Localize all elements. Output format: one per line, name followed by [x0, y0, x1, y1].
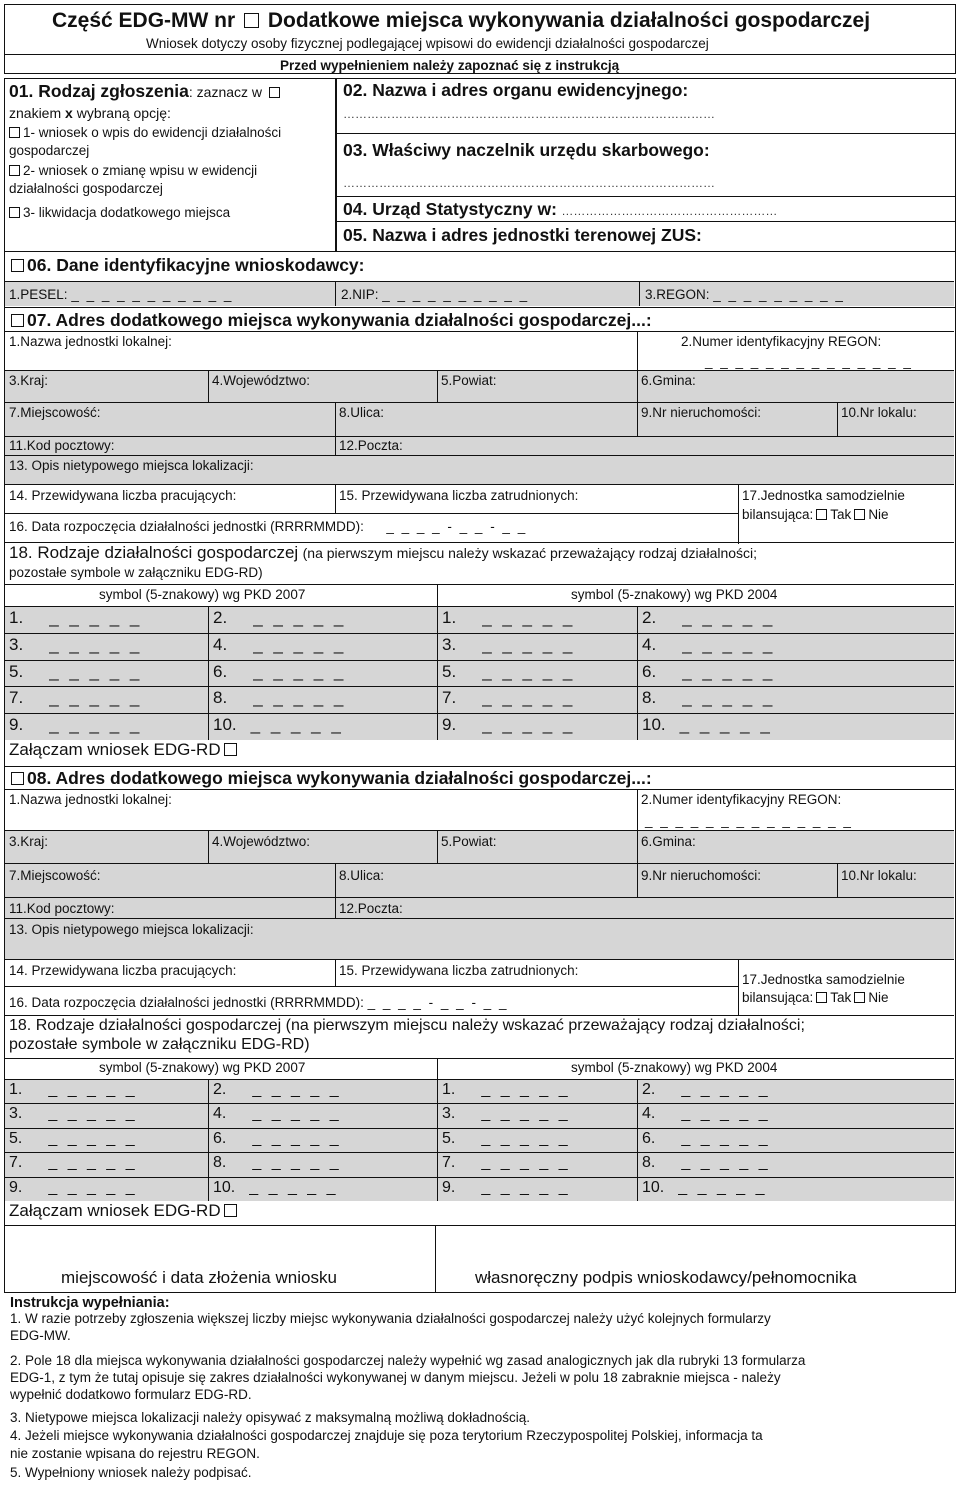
pkd-code-field[interactable] — [208, 1079, 437, 1103]
pkd-number: 2. — [642, 608, 657, 627]
pkd-number: 1. — [442, 1081, 456, 1098]
unit-regon-field[interactable]: _ _ _ _ _ _ _ _ _ _ _ _ _ _ — [705, 354, 913, 369]
pkd-blank: _ _ _ _ _ — [48, 1178, 138, 1196]
pkd-blank: _ _ _ _ _ — [482, 608, 576, 627]
pkd-number: 5. — [442, 661, 457, 681]
pkd-blank: _ _ _ _ _ — [681, 1105, 771, 1123]
pkd-blank: _ _ _ _ _ — [681, 1154, 771, 1172]
pkd-number: 3. — [442, 634, 457, 654]
pkd-code-field[interactable] — [208, 1128, 437, 1152]
pkd-grid-08 — [5, 1079, 954, 1201]
pkd-blank: _ _ _ _ _ — [252, 1129, 342, 1147]
pkd-number: 6. — [213, 661, 228, 681]
pkd-blank: _ _ _ _ _ — [481, 1105, 571, 1123]
pkd-blank: _ _ _ _ _ — [49, 608, 143, 627]
pkd-number: 8. — [642, 1154, 656, 1172]
section-checkbox[interactable] — [244, 13, 259, 28]
pkd-code-field[interactable] — [437, 1128, 637, 1152]
pkd-blank: _ _ _ _ _ — [482, 688, 576, 708]
local-unit-name-label: 1.Nazwa jednostki lokalnej: — [9, 334, 172, 349]
pkd-blank: _ _ _ _ _ — [250, 715, 344, 735]
pkd-code-field[interactable] — [637, 633, 954, 660]
pkd-code-field[interactable] — [208, 606, 437, 633]
option-2-checkbox[interactable] — [9, 165, 20, 176]
pkd-blank: _ _ _ _ _ — [678, 1178, 768, 1196]
pkd-blank: _ _ _ _ _ — [682, 661, 776, 681]
hint-checkbox-icon — [269, 87, 280, 98]
pkd-number: 4. — [642, 634, 657, 654]
pkd-blank: _ _ _ _ _ — [681, 1129, 771, 1147]
pkd-blank: _ _ _ _ _ — [49, 688, 143, 708]
tak-checkbox[interactable] — [816, 509, 827, 520]
pkd-code-field[interactable] — [5, 633, 208, 660]
form-subtitle: Wniosek dotyczy osoby fizycznej podlegającej wpisowi do ewidencji działalności gospodarczej — [146, 36, 709, 51]
pkd-code-field[interactable] — [437, 1177, 637, 1201]
pkd-blank: _ _ _ _ _ — [48, 1129, 138, 1147]
pkd-blank: _ _ _ _ _ — [481, 1081, 571, 1098]
pkd-blank: _ _ _ _ _ — [49, 661, 143, 681]
start-date-field[interactable]: _ _ _ _ - _ _ - _ _ — [386, 519, 528, 534]
form-title: Część EDG-MW nr Dodatkowe miejsca wykonywania działalności gospodarczej — [52, 9, 871, 32]
tak-checkbox-08[interactable] — [816, 992, 827, 1003]
section-04: 04. Urząd Statystyczny w: ……………………………………………… — [336, 196, 956, 222]
pkd-blank: _ _ _ _ _ — [253, 608, 347, 627]
pkd-blank: _ _ _ _ _ — [49, 715, 143, 735]
pkd-number: 9. — [442, 1178, 456, 1196]
pkd-code-field[interactable] — [5, 1128, 208, 1152]
pkd-code-field[interactable] — [208, 660, 437, 687]
pkd-blank: _ _ _ _ _ — [679, 715, 773, 735]
section-05: 05. Nazwa i adres jednostki terenowej ZUS: — [336, 221, 956, 252]
nie-checkbox[interactable] — [854, 509, 865, 520]
pkd-code-field[interactable] — [437, 686, 637, 713]
pkd-number: 7. — [442, 1154, 456, 1172]
pkd-number: 4. — [213, 1105, 227, 1123]
pkd-number: 8. — [213, 688, 228, 708]
pkd-blank: _ _ _ _ _ — [252, 1081, 342, 1098]
pkd-code-field[interactable] — [5, 1152, 208, 1176]
pkd-code-field[interactable] — [437, 1103, 637, 1127]
instructions: Instrukcja wypełniania: 1. W razie potrzeby zgłoszenia większej liczby miejsc wykonywania działalności gospodarczej należy użyć kolejnych formularzy EDG-MW. 2. Pole 18 dla miejsca wykonywania działalności gospodarczej należy wypełnić wg zasad analogicznych jak dla rubryki 13 formularza EDG-1, z tym że tutaj opisuje się zakres działalności wykonywanej w danym miejscu. Jeżeli w polu 18 zabraknie miejsca - należy wypełnić dodatkowo formularz EDG-RD. 3. Nietypowe miejsca lokalizacji należy opisywać z maksymalną możliwą dokładnością. 4. Jeżeli miejsce wykonywania działalności gospodarczej znajduje się poza terytorium Rzeczypospolitej Polskiej, informacja ta nie zostanie wpisana do rejestru REGON. 5. Wypełniony wniosek należy podpisać. — [10, 1295, 806, 1480]
pkd-number: 6. — [642, 1129, 656, 1147]
pkd-blank: _ _ _ _ _ — [48, 1105, 138, 1123]
section-08: 08. Adres dodatkowego miejsca wykonywania działalności gospodarczej...: 1.Nazwa jednostki lokalnej: 2.Numer identyfikacyjny REGON: _ _ _ _ _ _ _ _ _ _ _ _ _ _ 3.Kraj: 4.Województwo: 5.Powiat: 6.Gmina: 7.Miejscowość: 8.Ulica: 9.Nr nieruchomości: 10.Nr lokalu: 11.Kod pocztowy: 12.Poczta: 13. Opis nietypowego miejsca lokalizacji: 14. Przewidywana liczba pracujących: 15. Przewidywana liczba zatrudnionych: 17.Jednostka samodzielnie bilansująca: Tak Nie 16. Data rozpoczęcia działalności jednostki (RRRRMMDD): _ _ _ _ - _ _ - _ _ 18. Rodzaje działalności gospodarczej (na pierwszym miejscu należy wskazać przeważający rodzaj działalności; pozostałe symbole w załączniku EDG-RD) symbol (5-znakowy) wg PKD 2007 symbol (5-znakowy) wg PKD 2004 1. _ _ _ _ _ 2. _ _ _ _ _ 1. _ _ _ _ _ 2. _ _ _ _ _ 3. _ _ _ _ _ 4. _ _ _ _ _ 3. _ _ _ _ _ 4. _ _ _ _ _ 5. _ _ _ _ _ 6. _ _ _ _ _ 5. _ _ _ _ _ 6. _ _ _ _ _ 7. _ _ _ _ _ 8. _ _ _ _ _ 7. _ _ _ _ _ 8. _ _ _ _ _ 9. _ _ _ _ _ 10. _ _ _ _ _ 9. _ _ _ _ _ 10. _ _ _ _ _ Załączam wniosek EDG-RD — [4, 766, 956, 1226]
pkd-blank: _ _ _ _ _ — [482, 634, 576, 654]
stat-office-field[interactable]: ……………………………………………… — [561, 204, 778, 218]
pkd-blank: _ _ _ _ _ — [253, 688, 347, 708]
pkd-code-field[interactable] — [637, 660, 954, 687]
pkd-blank: _ _ _ _ _ — [481, 1154, 571, 1172]
pkd-grid-07 — [5, 606, 954, 740]
pkd-number: 10. — [642, 1178, 665, 1196]
pkd-number: 9. — [442, 715, 457, 735]
pkd-code-field[interactable] — [437, 606, 637, 633]
pkd-code-field[interactable] — [5, 1079, 208, 1103]
pkd-number: 5. — [9, 661, 24, 681]
nip-field[interactable]: _ _ _ _ _ _ _ _ _ _ — [382, 287, 530, 302]
pkd-number: 8. — [213, 1154, 227, 1172]
pkd-number: 2. — [213, 608, 228, 627]
pkd-blank: _ _ _ _ _ — [482, 661, 576, 681]
pkd-code-field[interactable] — [208, 1103, 437, 1127]
tax-office-field[interactable]: ………………………………………………………………………………… — [343, 176, 715, 190]
pkd-code-field[interactable] — [437, 633, 637, 660]
place-date-field[interactable]: miejscowość i data złożenia wniosku — [61, 1268, 337, 1287]
pkd-code-field[interactable] — [5, 686, 208, 713]
pkd-number: 10. — [213, 715, 237, 735]
pkd-code-field[interactable] — [637, 1103, 954, 1127]
pkd-number: 10. — [642, 715, 666, 735]
attach-edg-rd-checkbox-08[interactable] — [224, 1204, 237, 1217]
pkd-number: 3. — [442, 1105, 456, 1123]
pkd-blank: _ _ _ _ _ — [253, 634, 347, 654]
section-08-checkbox[interactable] — [11, 772, 24, 785]
section-02: 02. Nazwa i adres organu ewidencyjnego: ………………………………………………………………………………… — [336, 78, 956, 134]
attach-edg-rd-checkbox[interactable] — [224, 743, 237, 756]
pkd-number: 7. — [9, 688, 24, 708]
pkd-blank: _ _ _ _ _ — [48, 1081, 138, 1098]
pkd-code-field[interactable] — [5, 1177, 208, 1201]
pkd-blank: _ _ _ _ _ — [682, 634, 776, 654]
pkd-code-field[interactable] — [637, 1128, 954, 1152]
pkd-number: 9. — [9, 1178, 23, 1196]
pkd-code-field[interactable] — [637, 606, 954, 633]
pkd-code-field[interactable] — [437, 1152, 637, 1176]
pkd-number: 7. — [442, 688, 457, 708]
pkd-number: 1. — [442, 608, 457, 627]
pkd-code-field[interactable] — [637, 686, 954, 713]
pkd-number: 1. — [9, 1081, 23, 1098]
pkd-number: 9. — [9, 715, 24, 735]
pkd-code-field[interactable] — [5, 713, 208, 740]
option-1-checkbox[interactable] — [9, 127, 20, 138]
pkd-code-field[interactable] — [208, 1152, 437, 1176]
unit-regon-field-08[interactable]: _ _ _ _ _ _ _ _ _ _ _ _ _ _ — [645, 813, 853, 828]
pkd-blank: _ _ _ _ _ — [682, 688, 776, 708]
pkd-code-field[interactable] — [637, 1177, 954, 1201]
pkd-code-field[interactable] — [208, 1177, 437, 1201]
signature-field[interactable]: własnoręczny podpis wnioskodawcy/pełnomocnika — [475, 1268, 857, 1287]
section-06: 06. Dane identyfikacyjne wnioskodawcy: 1.PESEL: _ _ _ _ _ _ _ _ _ _ _ 2.NIP: _ _ _ _ _ _ _ _ _ _ 3.REGON: _ _ _ _ _ _ _ _ _ — [4, 251, 956, 308]
pkd-number: 7. — [9, 1154, 23, 1172]
section-06-checkbox[interactable] — [11, 259, 24, 272]
pkd-blank: _ _ _ _ _ — [682, 608, 776, 627]
start-date-field-08[interactable]: _ _ _ _ - _ _ - _ _ — [367, 995, 509, 1010]
signature-area — [4, 1225, 956, 1293]
pkd-blank: _ _ _ _ _ — [249, 1178, 339, 1196]
pkd-code-field[interactable] — [437, 1079, 637, 1103]
option-3-checkbox[interactable] — [9, 207, 20, 218]
pkd-number: 5. — [442, 1129, 456, 1147]
section-07: 07. Adres dodatkowego miejsca wykonywania działalności gospodarczej...: 1.Nazwa jednostki lokalnej: 2.Numer identyfikacyjny REGON: _ _ _ _ _ _ _ _ _ _ _ _ _ _ 3.Kraj: 4.Województwo: 5.Powiat: 6.Gmina: 7.Miejscowość: 8.Ulica: 9.Nr nieruchomości: 10.Nr lokalu: 11.Kod pocztowy: 12.Poczta: 13. Opis nietypowego miejsca lokalizacji: 14. Przewidywana liczba pracujących: 15. Przewidywana liczba zatrudnionych: 17.Jednostka samodzielnie bilansująca: Tak Nie 16. Data rozpoczęcia działalności jednostki (RRRRMMDD): _ _ _ _ - _ _ - _ _ 18. Rodzaje działalności gospodarczej (na pierwszym miejscu należy wskazać przeważający rodzaj działalności; pozostałe symbole w załączniku EDG-RD) symbol (5-znakowy) wg PKD 2007 symbol (5-znakowy) wg PKD 2004 1. _ _ _ _ _ 2. _ _ _ _ _ 1. _ _ _ _ _ 2. _ _ _ _ _ 3. _ _ _ _ _ 4. _ _ _ _ _ 3. _ _ _ _ _ 4. _ _ _ _ _ 5. _ _ _ _ _ 6. _ _ _ _ _ 5. _ _ _ _ _ 6. _ _ _ _ _ 7. _ _ _ _ _ 8. _ _ _ _ _ 7. _ _ _ _ _ 8. _ _ _ _ _ 9. _ _ _ _ _ 10. _ _ _ _ _ 9. _ _ _ _ _ 10. _ _ _ _ _ Załączam wniosek EDG-RD — [4, 307, 956, 767]
instructions-title: Instrukcja wypełniania: — [10, 1295, 170, 1311]
section-01-title: 01. Rodzaj zgłoszenia — [9, 81, 189, 101]
pkd-blank: _ _ _ _ _ — [252, 1154, 342, 1172]
section-01: 01. Rodzaj zgłoszenia: zaznacz w znakiem x wybraną opcję: 1- wniosek o wpis do ewidencji działalności gospodarczej 2- wniosek o zmianę wpisu w ewidencji działalności gospodarczej 3- likwidacja dodatkowego miejsca — [4, 78, 336, 252]
pkd-blank: _ _ _ _ _ — [481, 1129, 571, 1147]
pesel-field[interactable]: _ _ _ _ _ _ _ _ _ _ _ — [71, 287, 234, 302]
pkd-code-field[interactable] — [208, 686, 437, 713]
pkd-blank: _ _ _ _ _ — [48, 1154, 138, 1172]
organ-field[interactable]: ………………………………………………………………………………… — [343, 107, 715, 121]
pkd-code-field[interactable] — [437, 713, 637, 740]
regon-field[interactable]: _ _ _ _ _ _ _ _ _ — [713, 287, 845, 302]
pkd-blank: _ _ _ _ _ — [252, 1105, 342, 1123]
pkd-number: 3. — [9, 1105, 23, 1123]
pkd-blank: _ _ _ _ _ — [482, 715, 576, 735]
pkd-number: 5. — [9, 1129, 23, 1147]
pkd-number: 6. — [213, 1129, 227, 1147]
pkd-number: 3. — [9, 634, 24, 654]
pkd-number: 8. — [642, 688, 657, 708]
pkd-number: 2. — [213, 1081, 227, 1098]
pkd-blank: _ _ _ _ _ — [681, 1081, 771, 1098]
pkd-number: 2. — [642, 1081, 656, 1098]
pkd-code-field[interactable] — [208, 633, 437, 660]
nie-checkbox-08[interactable] — [854, 992, 865, 1003]
pkd-number: 4. — [642, 1105, 656, 1123]
pkd-code-field[interactable] — [637, 1152, 954, 1176]
pkd-number: 1. — [9, 608, 24, 627]
pkd-blank: _ _ _ _ _ — [49, 634, 143, 654]
pkd-number: 6. — [642, 661, 657, 681]
pkd-code-field[interactable] — [437, 660, 637, 687]
pkd-code-field[interactable] — [5, 660, 208, 687]
pkd-code-field[interactable] — [5, 606, 208, 633]
pkd-blank: _ _ _ _ _ — [253, 661, 347, 681]
pkd-code-field[interactable] — [637, 1079, 954, 1103]
section-07-checkbox[interactable] — [11, 314, 24, 327]
pkd-code-field[interactable] — [208, 713, 437, 740]
pkd-code-field[interactable] — [5, 1103, 208, 1127]
pkd-number: 4. — [213, 634, 228, 654]
instruction-notice: Przed wypełnieniem należy zapoznać się z instrukcją — [280, 58, 620, 73]
pkd-number: 10. — [213, 1178, 236, 1196]
section-03: 03. Właściwy naczelnik urzędu skarbowego: ………………………………………………………………………………… — [336, 133, 956, 197]
pkd-code-field[interactable] — [637, 713, 954, 740]
pkd-blank: _ _ _ _ _ — [481, 1178, 571, 1196]
